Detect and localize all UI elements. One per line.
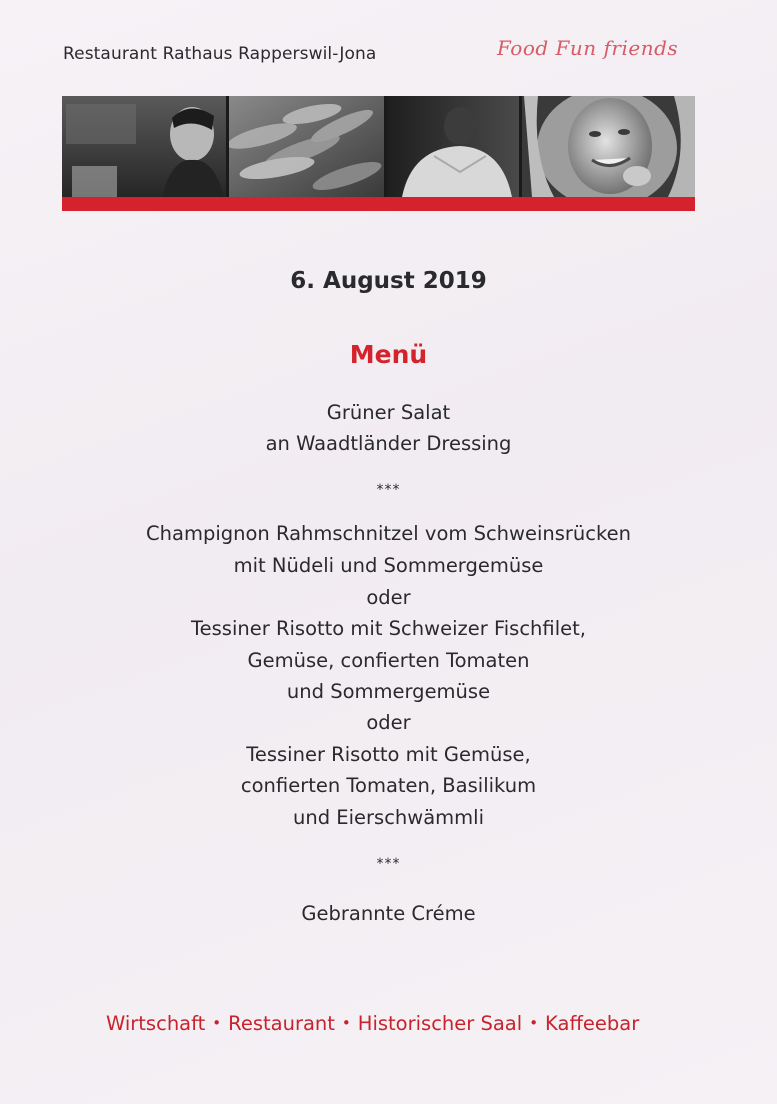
main-course-line: und Eierschwämmli (292, 806, 484, 829)
footer-venues (106, 1012, 639, 1035)
footer-bullet: • (212, 1014, 222, 1032)
main-course-line: confierten Tomaten, Basilikum (240, 774, 537, 797)
footer-item: Historischer Saal (357, 1012, 523, 1035)
main-course-line: oder (366, 711, 411, 734)
red-divider-bar (62, 197, 695, 211)
main-course-line: mit Nüdeli und Sommergemüse (233, 554, 544, 577)
course-separator: *** (376, 482, 401, 498)
banner-photo-collage (62, 96, 695, 197)
footer-item: Wirtschaft (106, 1012, 206, 1035)
dessert-line: Gebrannte Créme (301, 902, 476, 925)
tagline: Food Fun friends (497, 36, 679, 60)
footer-bullet: • (529, 1014, 539, 1032)
footer-bullet: • (341, 1014, 351, 1032)
main-course-line: und Sommergemüse (286, 680, 491, 703)
starter-line: an Waadtländer Dressing (265, 432, 512, 455)
main-course-line: Gemüse, confierten Tomaten (247, 649, 530, 672)
menu-date: 6. August 2019 (290, 268, 487, 294)
course-separator: *** (376, 856, 401, 872)
main-course-line: oder (366, 586, 411, 609)
footer-item: Kaffeebar (545, 1012, 640, 1035)
menu-title: Menü (349, 340, 428, 369)
main-course-line: Tessiner Risotto mit Gemüse, (246, 743, 531, 766)
photo-banner (62, 96, 695, 197)
starter-line: Grüner Salat (326, 401, 451, 424)
restaurant-name: Restaurant Rathaus Rapperswil-Jona (63, 44, 377, 64)
main-course-line: Tessiner Risotto mit Schweizer Fischfilet, (191, 617, 586, 640)
footer-item: Restaurant (228, 1012, 335, 1035)
main-course-line: Champignon Rahmschnitzel vom Schweinsrücken (146, 522, 631, 545)
